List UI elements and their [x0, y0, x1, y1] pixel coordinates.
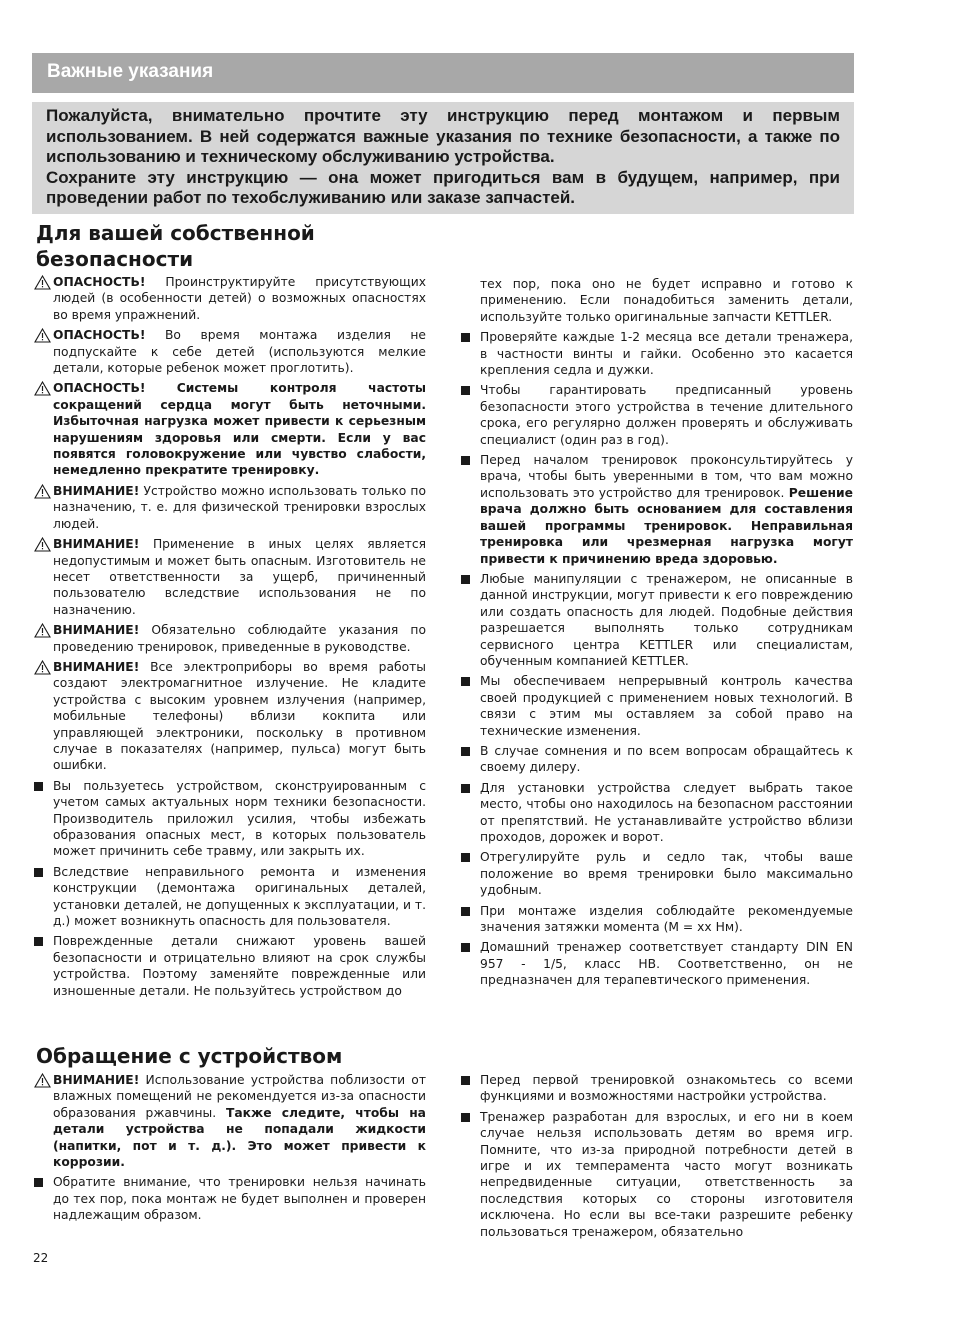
item-text: Чтобы гарантировать предписанный уровень безопасности этого устройства в течение длительного срока, его регулярно должен проверять и обслуживать специалист (один раз в год).: [480, 383, 853, 447]
square-bullet-icon: [461, 744, 470, 760]
bullet-item: [461, 1072, 853, 1105]
item-text: Вследствие неправильного ремонта и изменения конструкции (демонтажа оригинальных деталей, установки деталей, не допущенных к эксплуатации, и т. д.) может возникнуть опасность для пользователя.: [53, 864, 426, 929]
warning-item: [34, 380, 426, 478]
warning-label: ОПАСНОСТЬ!: [53, 381, 146, 396]
item-text: Поврежденные детали снижают уровень вашей безопасности и отрицательно влияют на срок службы устройства. Поэтому заменяйте поврежденные или изношенные детали. Не пользуйтесь устройством до: [53, 934, 426, 998]
square-bullet-icon: [461, 1073, 470, 1089]
warning-label: ОПАСНОСТЬ!: [53, 275, 146, 289]
item-text: Мы обеспечиваем непрерывный контроль качества своей продукцией с применением новых технологий. В связи с этим мы оставляем за собой право на технические изменения.: [480, 674, 853, 738]
warning-item: [34, 274, 426, 323]
bullet-item: [461, 673, 853, 739]
safety-left-column: [34, 274, 426, 1003]
handling-heading: Обращение с устройством: [36, 1044, 343, 1068]
warning-item: [34, 536, 426, 618]
warning-triangle-icon: [34, 275, 51, 294]
warning-triangle-icon: [34, 381, 51, 400]
bullet-item: [34, 933, 426, 999]
item-bold-text: Также следите, чтобы на детали устройства не попадали жидкости (напитки, пот и т. д.). Это может привести к коррозии.: [53, 1105, 426, 1170]
warning-triangle-icon: [34, 328, 51, 347]
warning-label: ВНИМАНИЕ!: [53, 1073, 140, 1087]
warning-label: ВНИМАНИЕ!: [53, 483, 140, 498]
item-text: Применение в иных целях является недопустимым и может быть опасным. Изготовитель не несет ответственности за ущерб, причиненный пользователю вследствие использования не по назначению.: [53, 537, 426, 617]
banner-title: Важные указания: [47, 61, 214, 82]
page-number: 22: [33, 1251, 49, 1265]
square-bullet-icon: [461, 572, 470, 588]
item-text: Отрегулируйте руль и седло так, чтобы ваше положение во время тренировки было максимально удобным.: [480, 850, 853, 898]
square-bullet-icon: [461, 330, 470, 346]
item-text: Обратите внимание, что тренировки нельзя начинать до тех пор, пока монтаж не будет выполнен и проверен надлежащим образом.: [53, 1175, 426, 1223]
warning-triangle-icon: [34, 623, 51, 642]
bullet-item: [34, 864, 426, 930]
bullet-item: [34, 1174, 426, 1223]
item-text: Тренажер разработан для взрослых, и его ни в коем случае нельзя использовать детям во время игр. Помните, что из-за природной потребности детей в игре и их темперамента часто могут возникать непредвиденные ситуации, ответственность за последствия которых со стороны изготовителя исключена. Но если вы все-таки разрешите ребенку пользоваться тренажером, обязательно: [480, 1109, 853, 1239]
square-bullet-icon: [461, 781, 470, 797]
item-text: В случае сомнения и по всем вопросам обращайтесь к своему дилеру.: [480, 743, 853, 775]
square-bullet-icon: [461, 383, 470, 399]
square-bullet-icon: [34, 1175, 43, 1191]
warning-item: [34, 483, 426, 532]
item-text: Все электроприборы во время работы создают электромагнитное излучение. Не кладите устройства с высоким уровнем излучения (например, мобильные телефоны) вблизи кокпита или управляющей электроники, поскольку в противном случае в показателях (например, пульса) могут быть ошибки.: [53, 659, 426, 773]
bullet-item: [34, 778, 426, 860]
item-bold-text: Решение врача должно быть основанием для составления вашей программы тренировок. Неправильная тренировка или чрезмерная нагрузка могут привести к причинению вреда здоровью.: [480, 485, 853, 566]
item-text: Обязательно соблюдайте указания по проведению тренировок, приведенные в руководстве.: [53, 623, 426, 654]
bullet-item: [461, 382, 853, 448]
item-text: При монтаже изделия соблюдайте рекомендуемые значения затяжки момента (M = xx Нм).: [480, 903, 853, 935]
item-text: Для установки устройства следует выбрать такое место, чтобы оно находилось на безопасном расстоянии от препятствий. Не устанавливайте устройство вблизи проходов, дорожек и ворот.: [480, 780, 853, 844]
item-text: Любые манипуляции с тренажером, не описанные в данной инструкции, могут привести к его повреждению или создать опасность для людей. Подобные действия разрешается выполнять только сотрудникам сервисного центра KETTLER или специалистам, обученным компанией KETTLER.: [480, 571, 853, 668]
item-text: Перед началом тренировок проконсультируйтесь у врача, чтобы быть уверенными в том, что вам можно использовать это устройство для тренировок.: [480, 453, 853, 500]
bullet-item: [461, 571, 853, 669]
warning-triangle-icon: [34, 1073, 51, 1092]
intro-paragraph-2: Сохраните эту инструкцию — она может пригодиться вам в будущем, например, при проведении работ по техобслуживанию или заказе запчастей.: [46, 167, 840, 207]
bullet-item: [461, 903, 853, 936]
bullet-item: [461, 329, 853, 378]
item-text: Проверяйте каждые 1-2 месяца все детали тренажера, в частности винты и гайки. Особенно это касается крепления седла и дужки.: [480, 330, 853, 378]
square-bullet-icon: [461, 1110, 470, 1126]
warning-label: ВНИМАНИЕ!: [53, 537, 140, 552]
square-bullet-icon: [461, 904, 470, 920]
bullet-item: [461, 780, 853, 846]
handling-right-column: [461, 1072, 853, 1244]
item-text: Вы пользуетесь устройством, сконструированным с учетом самых актуальных норм техники безопасности. Производитель приложил усилия, чтобы избежать образования опасных мест, в которых пользователь может причинить себе травму, или закрыть их.: [53, 778, 426, 859]
continuation-text: тех пор, пока оно не будет исправно и готово к применению. Если понадобиться заменить детали, используйте только оригинальные запчасти KETTLER.: [480, 277, 853, 324]
item-bold-text: Системы контроля частоты сокращений сердца могут быть неточными. Избыточная нагрузка может привести к серьезным нарушениям здоровья или смерти. Если у вас появятся головокружение или чувство слабости, немедленно прекратите тренировку.: [53, 381, 426, 478]
warning-label: ВНИМАНИЕ!: [53, 659, 140, 674]
square-bullet-icon: [461, 453, 470, 469]
item-text: Проинструктируйте присутствующих людей (в особенности детей) о возможных опасностях во время упражнений.: [53, 275, 426, 322]
bullet-item: [461, 939, 853, 988]
safety-right-column: [461, 276, 853, 993]
square-bullet-icon: [34, 779, 43, 795]
item-text: Перед первой тренировкой ознакомьтесь со всеми функциями и возможностями настройки устройства.: [480, 1073, 853, 1104]
warning-triangle-icon: [34, 537, 51, 556]
section-banner: [32, 53, 854, 93]
square-bullet-icon: [34, 865, 43, 881]
square-bullet-icon: [461, 850, 470, 866]
warning-triangle-icon: [34, 660, 51, 679]
bullet-item: [461, 1109, 853, 1240]
bullet-item: [461, 452, 853, 567]
item-text: Устройство можно использовать только по назначению, т. е. для физической тренировки взрослых людей.: [53, 483, 426, 531]
square-bullet-icon: [34, 934, 43, 950]
warning-item: [34, 622, 426, 655]
square-bullet-icon: [461, 940, 470, 956]
warning-item: [34, 659, 426, 774]
handling-left-column: [34, 1072, 426, 1228]
bullet-item: [461, 743, 853, 776]
warning-item: [34, 1072, 426, 1170]
warning-item: [34, 327, 426, 376]
item-text: Домашний тренажер соответствует стандарту DIN EN 957 - 1/5, класс HB. Соответственно, он не предназначен для терапевтического применения.: [480, 940, 853, 988]
item-text: Использование устройства поблизости от влажных помещений не рекомендуется из-за опасности образования ржавчины.: [53, 1073, 426, 1120]
safety-heading: Для вашей собственной безопасности: [36, 221, 315, 271]
warning-triangle-icon: [34, 484, 51, 503]
intro-box: [32, 102, 854, 214]
square-bullet-icon: [461, 674, 470, 690]
warning-label: ОПАСНОСТЬ!: [53, 328, 146, 343]
warning-label: ВНИМАНИЕ!: [53, 623, 140, 638]
bullet-item: [461, 849, 853, 898]
intro-paragraph-1: Пожалуйста, внимательно прочтите эту инструкцию перед монтажом и первым использованием. В ней содержатся важные указания по технике безопасности, а также по использованию и техническому обслуживанию устройства.: [46, 106, 840, 166]
item-text: Во время монтажа изделия не подпускайте к себе детей (используются мелкие детали, которые ребенок может проглотить).: [53, 328, 426, 376]
